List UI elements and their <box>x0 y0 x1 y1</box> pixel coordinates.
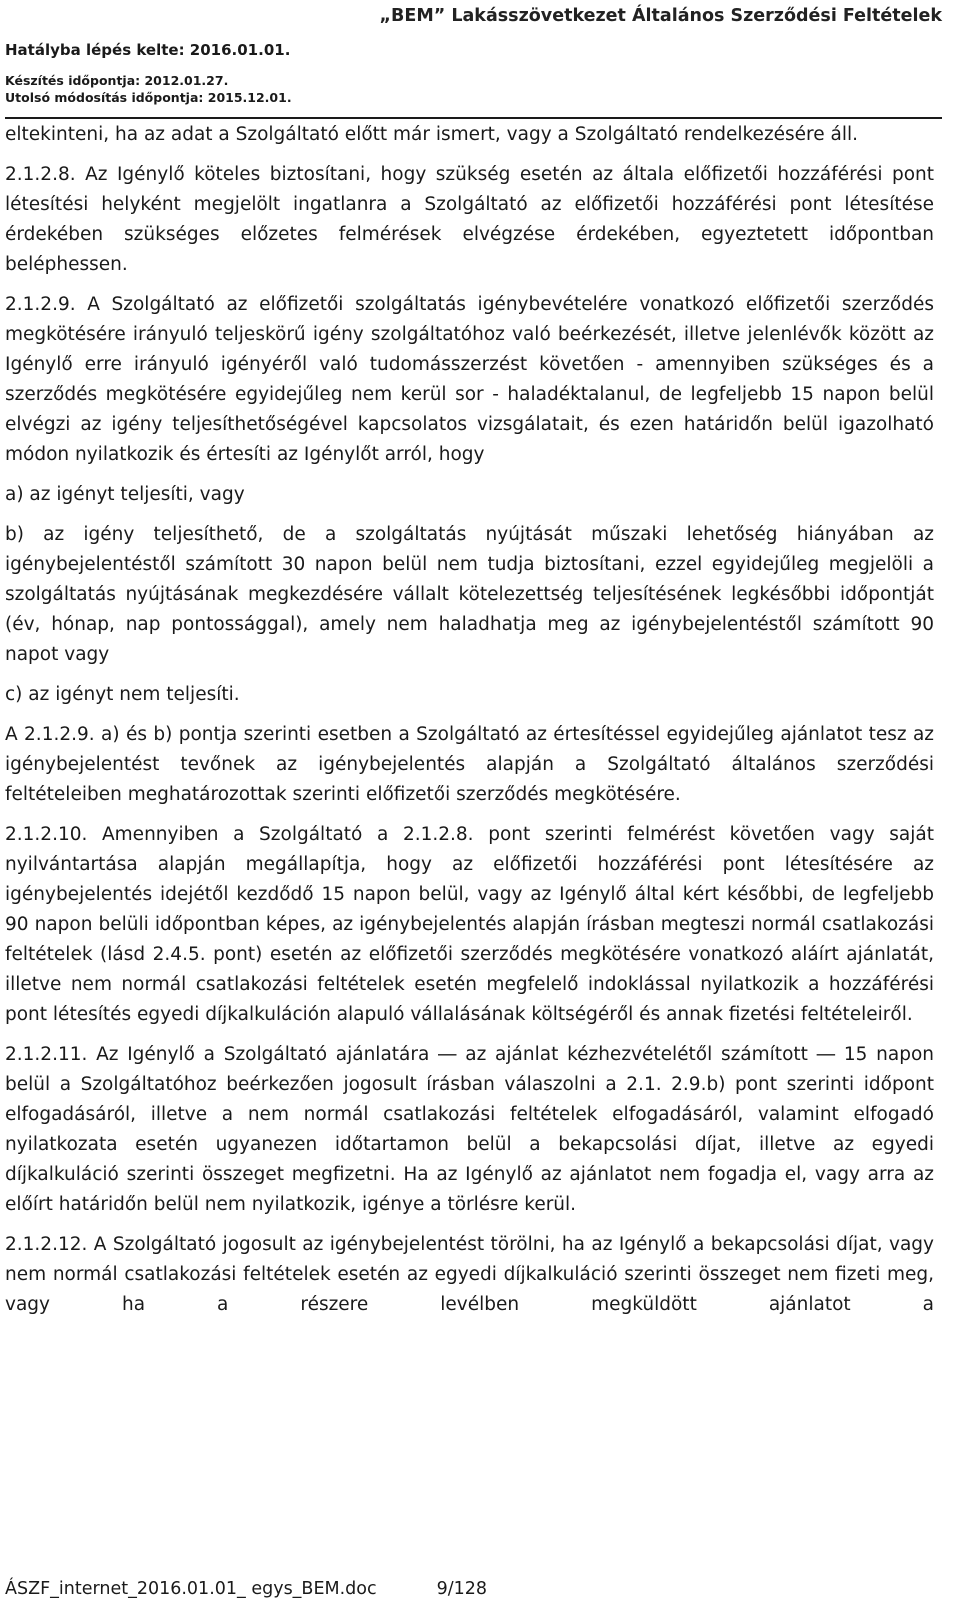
footer <box>5 1579 487 1599</box>
paragraph-2-1-2-8: 2.1.2.8. Az Igénylő köteles biztosítani, hogy szükség esetén az általa előfizetői hozzáférési pont létesítési helyként megjelölt ingatlanra a Szolgáltató az előfizetői hozzáférési pont létesítése érdekében szükséges előzetes felmérések elvégzése érdekében, egyeztetett időpontban beléphessen. <box>5 164 934 275</box>
modified-date: Utolsó módosítás időpontja: 2015.12.01. <box>5 90 292 105</box>
list-item-c: c) az igényt nem teljesíti. <box>5 684 240 705</box>
paragraph-2-1-2-9: 2.1.2.9. A Szolgáltató az előfizetői szolgáltatás igénybevételére vonatkozó előfizetői szerződés megkötésére irányuló teljeskörű igény szolgáltatóhoz való beérkezését, illetve jelenlévők között az Igénylő erre irányuló igényéről való tudomásszerzést követően - amennyiben szükséges és a szerződés megkötésére egyidejűleg nem kerül sor - haladéktalanul, de legfeljebb 15 napon belül elvégzi az igény teljesíthetőségével kapcsolatos vizsgálatait, és ezen határidőn belül igazolható módon nyilatkozik és értesíti az Igénylőt arról, hogy <box>5 294 934 465</box>
list-item-b: b) az igény teljesíthető, de a szolgáltatás nyújtását műszaki lehetőség hiányában az igénybejelentéstől számított 30 napon belül nem tudja biztosítani, ezzel egyidejűleg megjelöli a szolgáltatás nyújtásának megkezdésére vállalt kötelezettség teljesítésének legkésőbbi időpontját (év, hónap, nap pontossággal), amely nem haladhatja meg az igénybejelentéstől számított 90 napot vagy <box>5 524 934 665</box>
effective-date: Hatályba lépés kelte: 2016.01.01. <box>5 41 291 59</box>
paragraph-2-1-2-12: 2.1.2.12. A Szolgáltató jogosult az igénybejelentést törölni, ha az Igénylő a bekapcsolási díjat, vagy nem normál csatlakozási feltételek esetén az egyedi díjkalkuláció szerinti összeget nem fizeti meg, vagy ha a részere levélben megküldött ajánlatot a <box>5 1234 934 1315</box>
paragraph-2-1-2-11: 2.1.2.11. Az Igénylő a Szolgáltató ajánlatára ― az ajánlat kézhezvételétől számított ― 15 napon belül a Szolgáltatóhoz beérkezően jogosult írásban válaszolni a 2.1. 2.9.b) pont szerinti időpont elfogadásáról, illetve a nem normál csatlakozási feltételek elfogadásáról, valamint elfogadó nyilatkozata esetén ugyanezen időtartamon belül a bekapcsolási díjat, illetve az egyedi díjkalkuláció szerinti összeget megfizetni. Ha az Igénylő az ajánlatot nem fogadja el, vagy arra az előírt határidőn belül nem nyilatkozik, igénye a törlésre kerül. <box>5 1044 934 1215</box>
document-body <box>5 120 934 1330</box>
header-left <box>5 0 292 106</box>
document-title: „BEM” Lakásszövetkezet Általános Szerződési Feltételek <box>379 6 942 26</box>
list-item-a: a) az igényt teljesíti, vagy <box>5 484 245 505</box>
paragraph-2-1-2-10: 2.1.2.10. Amennyiben a Szolgáltató a 2.1.2.8. pont szerinti felmérést követően vagy saját nyilvántartása alapján megállapítja, hogy az előfizetői hozzáférési pont létesítésére az igénybejelentés idejétől kezdődő 15 napon belül, vagy az Igénylő által kért későbbi, de legfeljebb 90 napon belüli időpontban képes, az igénybejelentés alapján írásban megteszi normál csatlakozási feltételek (lásd 2.4.5. pont) esetén az előfizetői szerződés megkötésére vonatkozó aláírt ajánlatát, illetve nem normál csatlakozási feltételek esetén megfelelő indoklással nyilatkozik a hozzáférési pont létesítés egyedi díjkalkuláción alapuló vállalásának költségéről és annak fizetési feltételeiről. <box>5 824 934 1025</box>
paragraph-continuation: eltekinteni, ha az adat a Szolgáltató előtt már ismert, vagy a Szolgáltató rendelkezésére áll. <box>5 124 859 145</box>
footer-filename: ÁSZF_internet_2016.01.01_ egys_BEM.doc <box>5 1579 377 1599</box>
page-number: 9/128 <box>436 1579 488 1599</box>
paragraph-offer: A 2.1.2.9. a) és b) pontja szerinti esetben a Szolgáltató az értesítéssel egyidejűleg ajánlatot tesz az igénybejelentést tevőnek az igénybejelentés alapján a Szolgáltató általános szerződési feltételeiben meghatározottak szerinti előfizetői szerződés megkötésére. <box>5 724 934 805</box>
created-date: Készítés időpontja: 2012.01.27. <box>5 73 229 88</box>
header-divider <box>5 117 942 119</box>
